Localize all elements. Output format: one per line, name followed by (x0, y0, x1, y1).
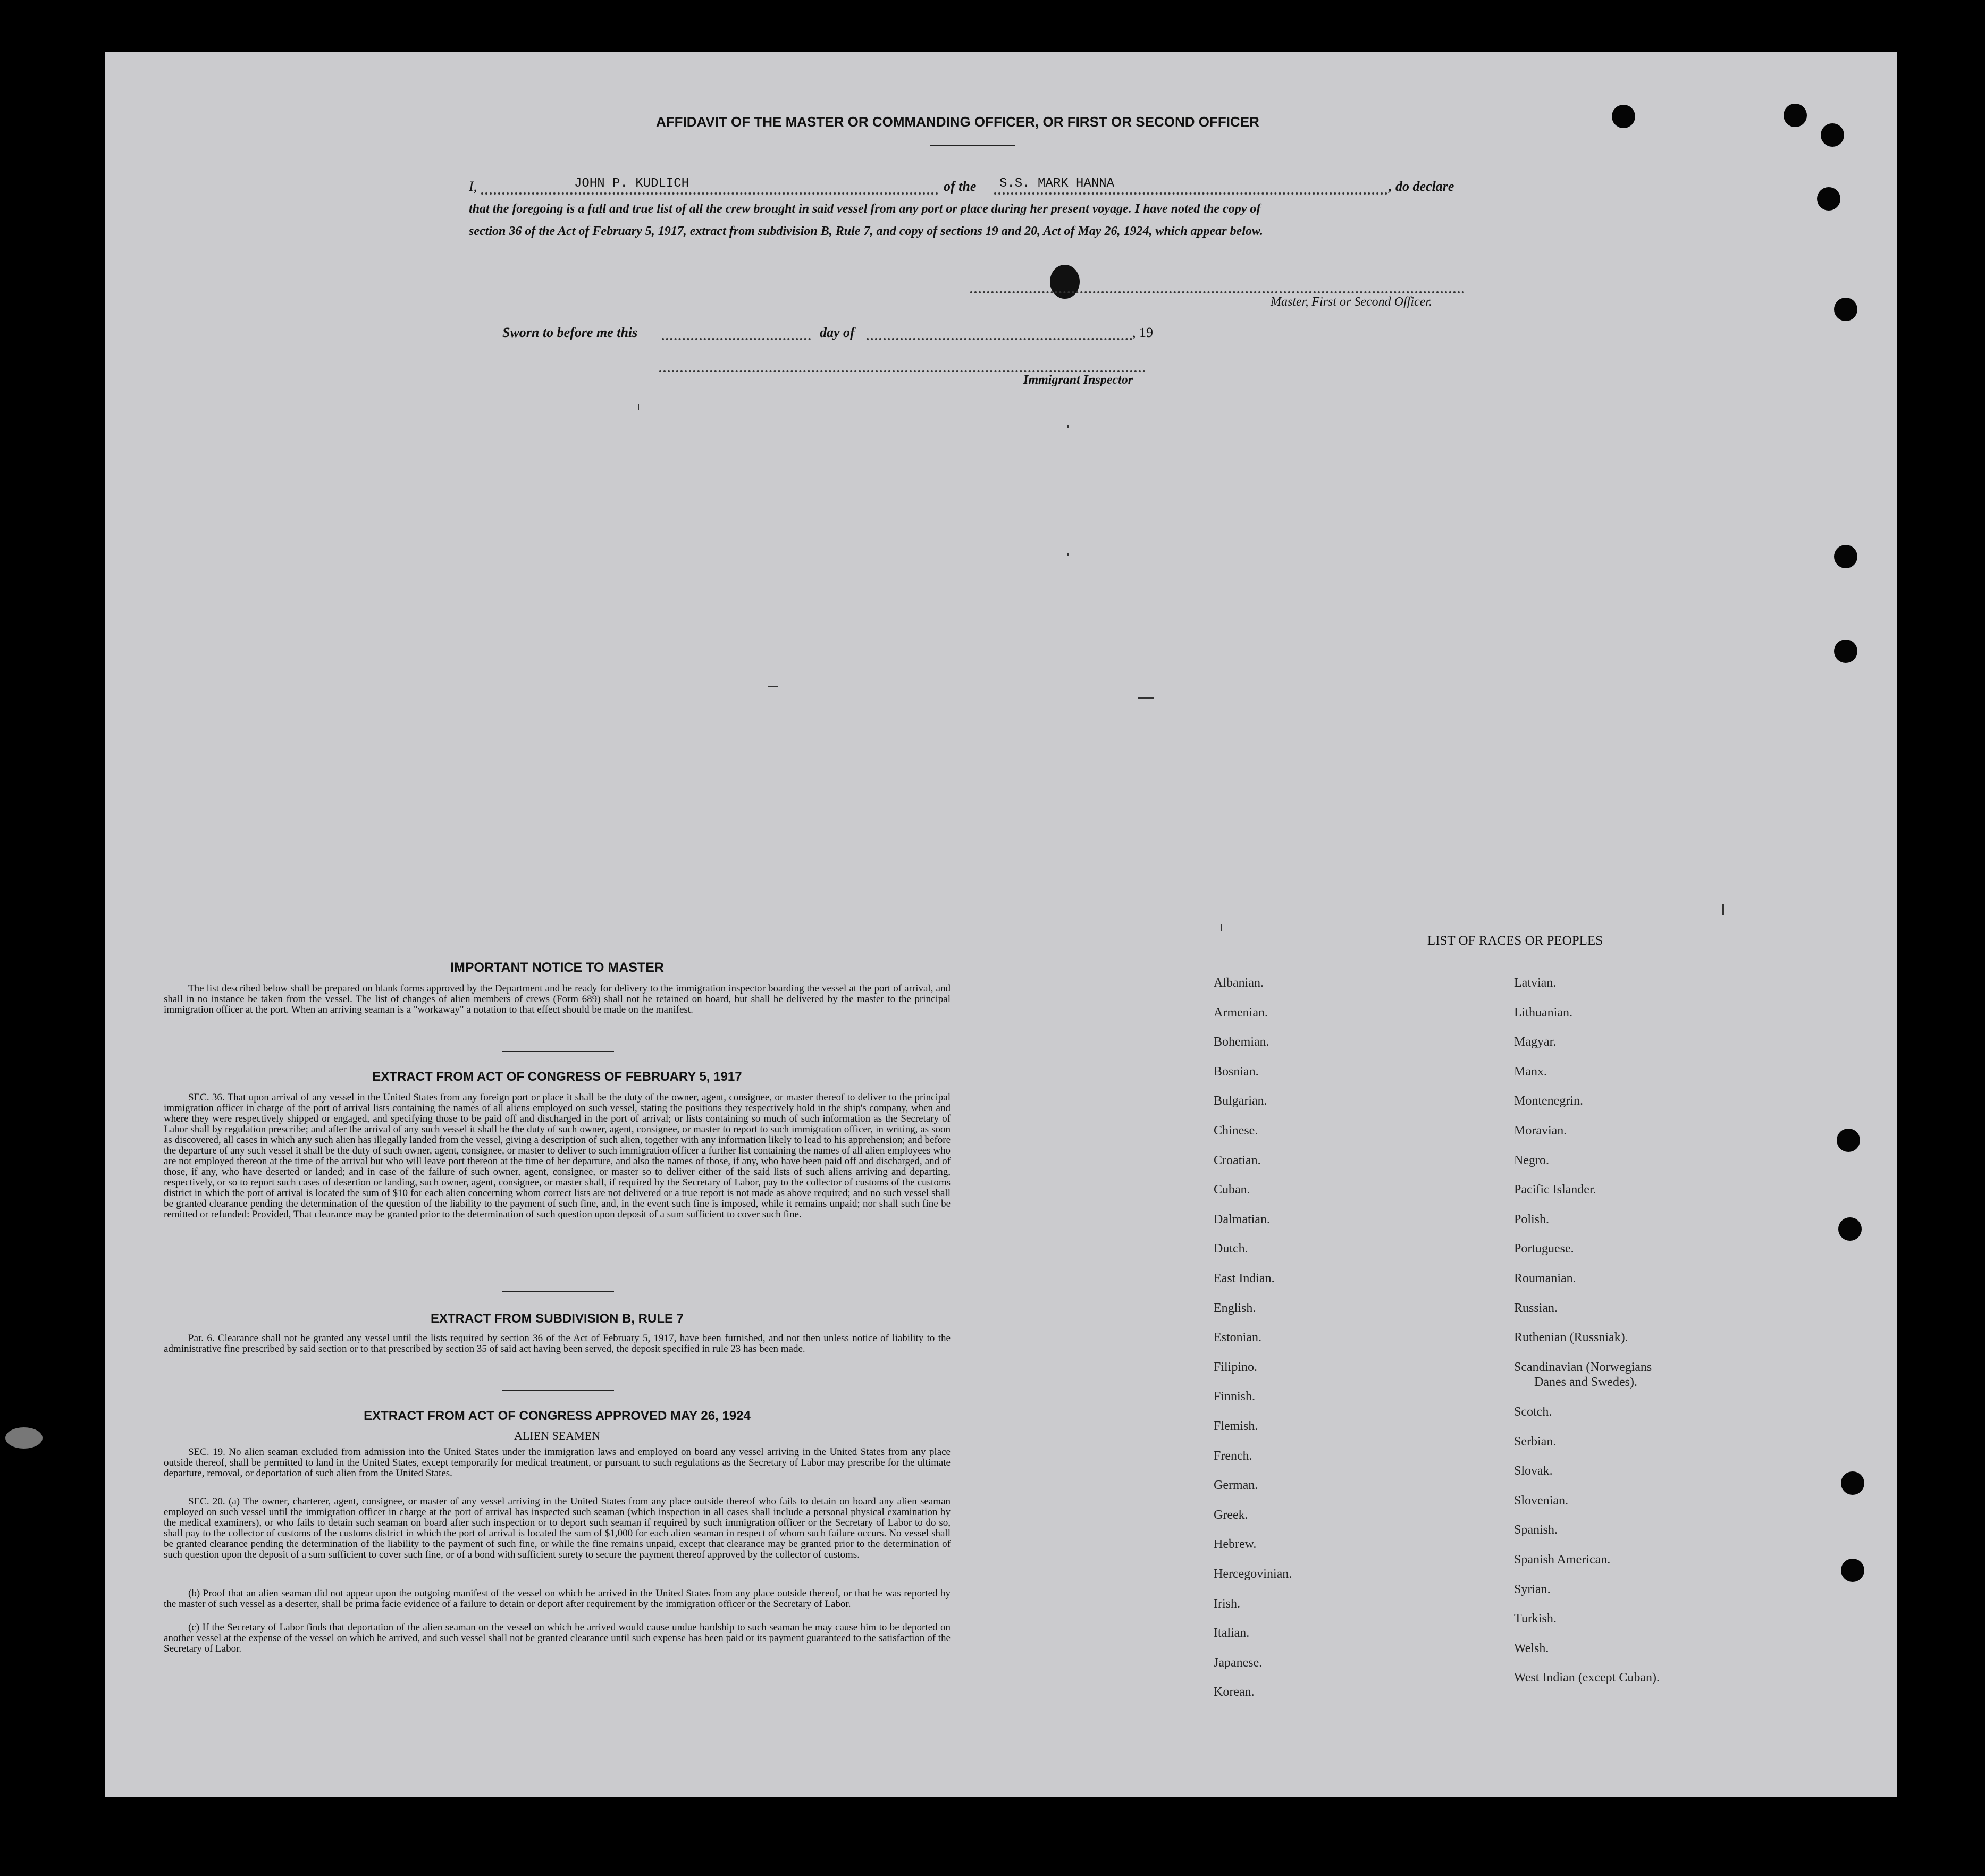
section-20c-text: (c) If the Secretary of Labor finds that deportation of the alien seaman on the vessel on which he arrived would cause undue hardship to such seaman he may cause him to be deported on another vessel at the expense of the vessel on which he arrived, and such vessel shall not be granted clearance until such expense has been paid or its payment guaranteed to the satisfaction of the Secretary of Labor. (164, 1622, 951, 1654)
signature-dotted-line (970, 291, 1465, 293)
section-20a-text: SEC. 20. (a) The owner, charterer, agent, consignee, or master of any vessel arriving in the United States from any place outside thereof who fails to detain on board any alien seaman employed on such vessel until the immigration officer in charge at the port of arrival has inspected such seaman (which inspection in all cases shall include a personal physical examination by the medical examiners), or who fails to detain such seaman on board after such inspection or to deport such seaman if required by such immigration officer or the Secretary of Labor to do so, shall pay to the collector of customs of the customs district in which the port of arrival is located the sum of $1,000 for each alien seaman in respect of whom such failure occurs. No vessel shall be granted clearance pending the determination of the liability to the payment of such fine, or while the fine remains unpaid, except that clearance may be granted prior to the determination of such question upon the deposit of a sum sufficient to cover such fine, or of a bond with sufficient surety to secure the payment thereof approved by the collector of customs. (164, 1496, 951, 1560)
scan-speck (1067, 553, 1069, 556)
race-item: Ruthenian (Russniak). (1514, 1331, 1628, 1345)
signature-caption: Master, First or Second Officer. (1271, 295, 1432, 309)
race-item: Magyar. (1514, 1035, 1557, 1049)
scan-speck (768, 686, 778, 687)
section-20b-text: (b) Proof that an alien seaman did not appear upon the outgoing manifest of the vessel on which he arrived in the United States from any place outside thereof, or that he was reported by the master of such vessel as a deserter, shall be prima facie evidence of a failure to detain or deport after requirement by the immigration officer or the Secretary of Labor. (164, 1588, 951, 1610)
race-item: Cuban. (1214, 1183, 1250, 1197)
affidavit-line-2: that the foregoing is a full and true list of all the crew brought in said vessel from any port or place during her present voyage. I have noted the copy of (469, 202, 1261, 216)
title-divider (930, 145, 1015, 146)
scan-speck (638, 404, 639, 410)
scan-speck (1067, 425, 1069, 428)
race-item: Moravian. (1514, 1124, 1567, 1138)
scan-blemish (5, 1427, 43, 1449)
race-item: Croatian. (1214, 1153, 1261, 1167)
race-item: Slovenian. (1514, 1493, 1568, 1508)
notice-divider (502, 1051, 614, 1052)
punch-hole (1834, 545, 1857, 568)
master-name: JOHN P. KUDLICH (574, 176, 689, 191)
race-item: Serbian. (1514, 1434, 1557, 1449)
race-item: French. (1214, 1449, 1252, 1463)
race-item: Turkish. (1514, 1612, 1557, 1626)
race-item: Scotch. (1514, 1405, 1552, 1419)
race-item: Irish. (1214, 1596, 1240, 1611)
extract-1917-divider (502, 1291, 614, 1292)
punch-hole (1817, 187, 1840, 211)
extract-1924-title: EXTRACT FROM ACT OF CONGRESS APPROVED MAY 26, 1924 (364, 1409, 751, 1423)
sworn-label: Sworn to before me this (502, 325, 638, 340)
race-item: Albanian. (1214, 976, 1264, 990)
year-label: , 19 (1132, 325, 1153, 340)
race-item: Korean. (1214, 1685, 1255, 1700)
race-item: Montenegrin. (1514, 1094, 1583, 1108)
race-item: Filipino. (1214, 1360, 1258, 1374)
sworn-month-dotted-line (867, 338, 1132, 340)
punch-hole (1784, 104, 1807, 127)
scan-speck (1722, 904, 1724, 915)
race-item: Hercegovinian. (1214, 1567, 1292, 1581)
inspector-caption: Immigrant Inspector (1023, 373, 1133, 387)
rule7-body: Par. 6. Clearance shall not be granted any vessel until the lists required by section 36 of the Act of February 5, 1917, have been furnished, and not then unless notice of liability to the administrative fine prescribed by said section or to that prescribed by section 35 of said act having been served, the deposit specified in rule 23 has been made. (164, 1333, 951, 1355)
race-item: Dalmatian. (1214, 1212, 1270, 1226)
race-item: Chinese. (1214, 1124, 1258, 1138)
rule7-divider (502, 1390, 614, 1391)
race-item: Syrian. (1514, 1582, 1551, 1596)
race-item: Italian. (1214, 1626, 1250, 1641)
punch-hole (1834, 298, 1857, 321)
name-dotted-line (481, 192, 938, 195)
races-title: LIST OF RACES OR PEOPLES (1427, 933, 1603, 948)
punch-hole (1834, 640, 1857, 663)
race-item: Hebrew. (1214, 1537, 1257, 1552)
race-item: Bohemian. (1214, 1035, 1269, 1049)
race-item: Estonian. (1214, 1331, 1261, 1345)
scan-speck (1138, 697, 1154, 699)
punch-hole (1841, 1559, 1864, 1582)
race-item: Greek. (1214, 1508, 1248, 1522)
race-item: German. (1214, 1478, 1258, 1493)
punch-hole (1612, 105, 1635, 128)
race-item: Danes and Swedes). (1534, 1375, 1637, 1390)
punch-hole (1841, 1471, 1864, 1495)
race-item: Manx. (1514, 1064, 1547, 1079)
affidavit-i-label: I, (469, 179, 477, 194)
race-item: Dutch. (1214, 1242, 1248, 1256)
race-item: Portuguese. (1514, 1242, 1574, 1256)
punch-hole (1837, 1129, 1860, 1152)
race-item: Russian. (1514, 1301, 1558, 1315)
race-item: Latvian. (1514, 976, 1557, 990)
scan-speck (1221, 924, 1222, 931)
race-item: Scandinavian (Norwegians (1514, 1360, 1652, 1374)
vessel-dotted-line (994, 192, 1387, 195)
race-item: Negro. (1514, 1153, 1549, 1167)
race-item: Bulgarian. (1214, 1094, 1267, 1108)
extract-1917-title: EXTRACT FROM ACT OF CONGRESS OF FEBRUARY 5, 1917 (372, 1070, 742, 1084)
race-item: Spanish. (1514, 1523, 1558, 1537)
day-of-label: day of (820, 325, 855, 340)
notice-title: IMPORTANT NOTICE TO MASTER (450, 960, 664, 975)
sworn-day-dotted-line (662, 338, 811, 340)
of-the-label: of the (944, 179, 977, 194)
race-item: Bosnian. (1214, 1064, 1259, 1079)
wax-seal (1050, 265, 1080, 299)
affidavit-title: AFFIDAVIT OF THE MASTER OR COMMANDING OFFICER, OR FIRST OR SECOND OFFICER (656, 114, 1259, 130)
notice-body: The list described below shall be prepared on blank forms approved by the Department and be ready for delivery to the immigration inspector boarding the vessel at the port of arrival, and shall in no instance be taken from the vessel. The list of changes of alien members of crews (Form 689) shall not be retained on board, but shall be delivered by the master to the principal immigration officer at the port. When an arriving seaman is a "workaway" a notation to that effect should be made on the manifest. (164, 983, 951, 1015)
race-item: Polish. (1514, 1212, 1550, 1226)
inspector-dotted-line (659, 370, 1146, 372)
race-item: East Indian. (1214, 1272, 1275, 1285)
race-item: English. (1214, 1301, 1256, 1315)
race-item: Lithuanian. (1514, 1005, 1572, 1020)
race-item: Spanish American. (1514, 1553, 1611, 1567)
race-item: Roumanian. (1514, 1272, 1576, 1285)
race-item: Slovak. (1514, 1464, 1553, 1478)
do-declare-label: , do declare (1389, 179, 1454, 194)
vessel-name: S.S. MARK HANNA (999, 176, 1115, 191)
punch-hole (1838, 1217, 1862, 1241)
extract-1917-body: SEC. 36. That upon arrival of any vessel in the United States from any foreign port or place it shall be the duty of the owner, agent, consignee, or master thereof to deliver to the principal immigration officer in charge of the port of arrival lists containing the names of all aliens employed on such vessel, stating the positions they respectively hold in the ship's company, when and where they were respectively shipped or engaged, and specifying those to be paid off and discharged in the port of arrival; or lists containing so much of such information as the Secretary of Labor shall by regulation prescribe; and after the arrival of any such vessel it shall be the duty of such owner, agent, consignee, or master to report to such immigration officer, in writing, as soon as discovered, all cases in which any such alien has illegally landed from the vessel, giving a description of such alien, together with any information likely to lead to his apprehension; and before the departure of any such vessel it shall be the duty of such owner, agent, consignee, or master to deliver to such immigration officer a further list containing the names of all alien employees who are not employed thereon at the time of the arrival but who will leave port thereon at the time of her departure, and also the names of those, if any, who have been paid off and discharged, and of those, if any, who have deserted or landed; and in case of the failure of such owner, agent, consignee, or master so to deliver either of the said lists of such aliens arriving and departing, respectively, or so to report such cases of desertion or landing, such owner, agent, consignee, or master shall, if required by the Secretary of Labor, pay to the collector of customs of the customs district in which the port of arrival is located the sum of $10 for each alien concerning whom correct lists are not delivered or a true report is not made as above required; and no such vessel shall be granted clearance pending the determination of the question of the liability to the payment of such fine, and, in the event such fine is imposed, while it remains unpaid; nor shall such fine be remitted or refunded: Provided, That clearance may be granted prior to the determination of such question upon deposit of a sum sufficient to cover such fine. (164, 1092, 951, 1220)
race-item: Finnish. (1214, 1390, 1256, 1404)
race-item: Flemish. (1214, 1419, 1258, 1433)
extract-1924-subtitle: ALIEN SEAMEN (514, 1429, 600, 1442)
race-item: Armenian. (1214, 1005, 1268, 1020)
rule7-title: EXTRACT FROM SUBDIVISION B, RULE 7 (430, 1311, 684, 1326)
race-item: West Indian (except Cuban). (1514, 1671, 1660, 1685)
affidavit-line-3: section 36 of the Act of February 5, 1917, extract from subdivision B, Rule 7, and copy of sections 19 and 20, Act of May 26, 1924, which appear below. (469, 224, 1263, 238)
race-item: Welsh. (1514, 1641, 1549, 1655)
race-item: Pacific Islander. (1514, 1183, 1596, 1197)
punch-hole (1821, 123, 1844, 147)
race-item: Japanese. (1214, 1655, 1263, 1670)
section-19-text: SEC. 19. No alien seaman excluded from admission into the United States under the immigration laws and employed on board any vessel arriving in the United States from any place outside thereof, shall be permitted to land in the United States, except temporarily for medical treatment, or pursuant to such regulations as the Secretary of Labor may prescribe for the ultimate departure, removal, or deportation of such alien from the United States. (164, 1446, 951, 1479)
